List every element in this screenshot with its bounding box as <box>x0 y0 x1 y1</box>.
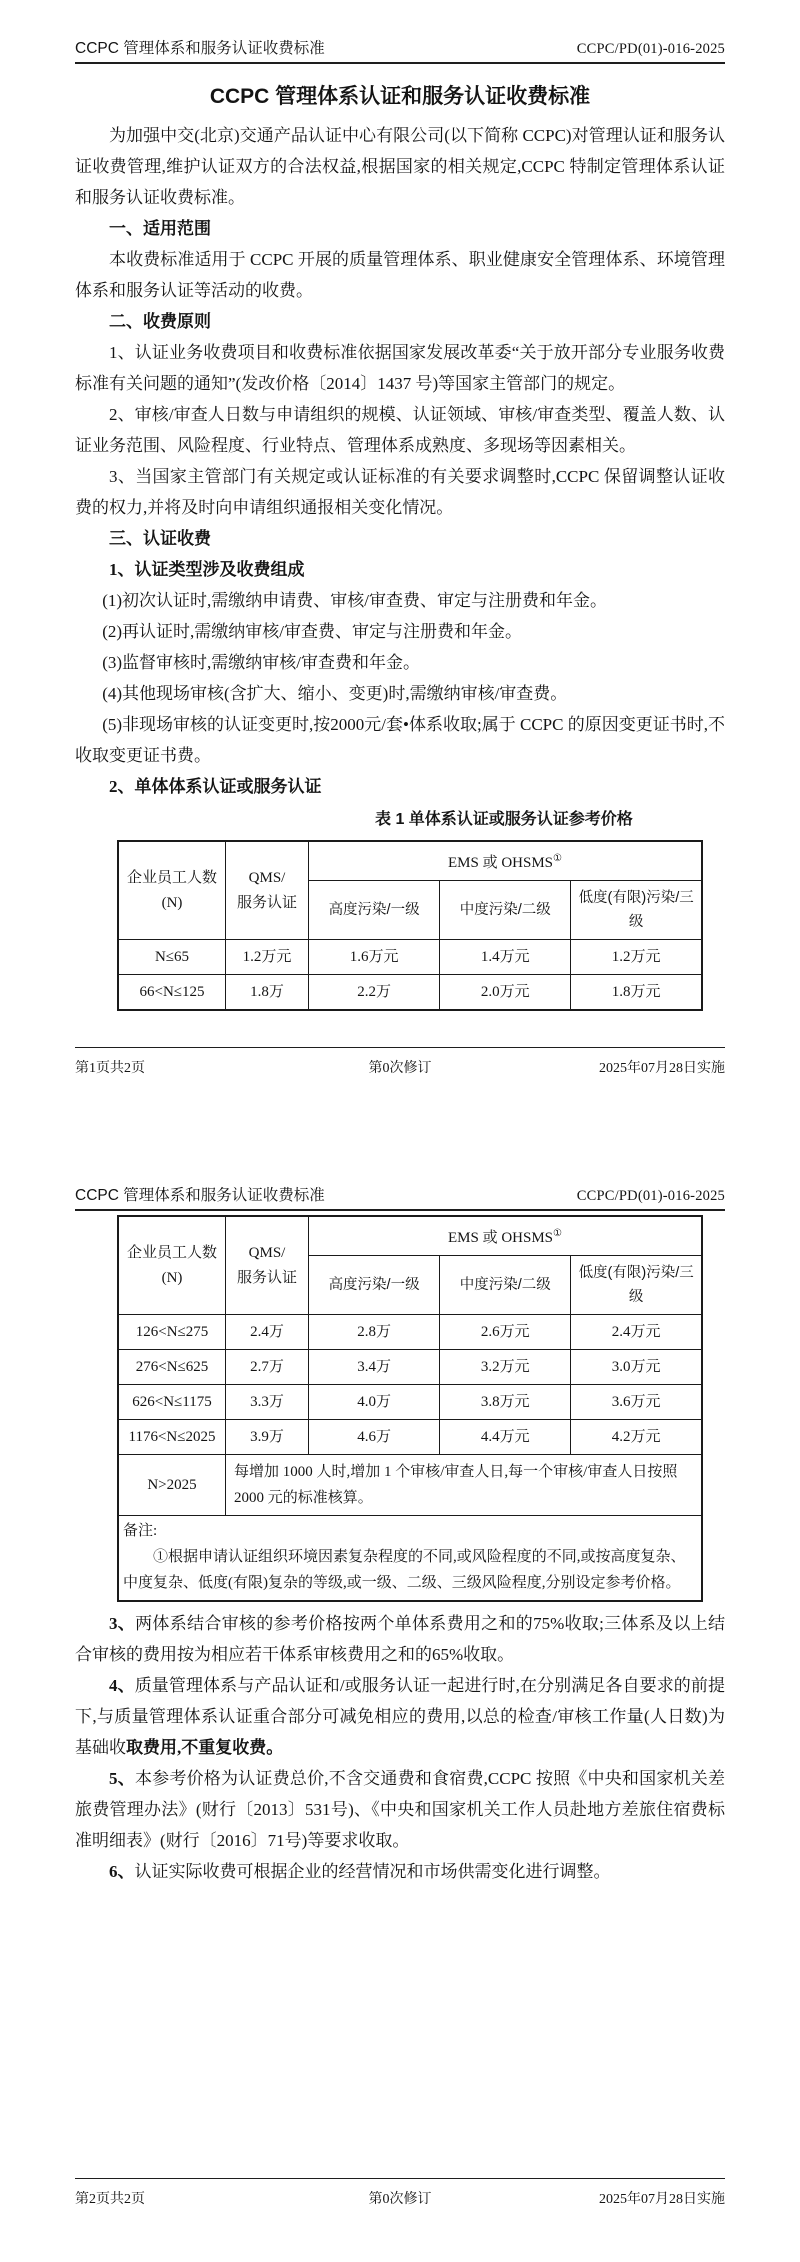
paragraph: 5、本参考价格为认证费总价,不含交通费和食宿费,CCPC 按照《中央和国家机关差旅费管理办法》(财行〔2013〕531号)、《中央和国家机关工作人员赴地方差旅住宿费标准明细表》(财行〔2016〕71号)等要求收取。 <box>75 1769 725 1850</box>
paragraph: 2、审核/审查人日数与申请组织的规模、认证领域、审核/审查类型、覆盖人数、认证业务范围、风险程度、行业特点、管理体系成熟度、多现场等因素相关。 <box>75 405 725 455</box>
footnote-marker: ① <box>553 853 562 864</box>
footer-page-number: 第2页共2页 <box>75 2192 145 2207</box>
col-header-ems-ohsms: EMS 或 OHSMS① <box>309 1216 703 1256</box>
table-row <box>118 1350 702 1385</box>
page-title: CCPC 管理体系认证和服务认证收费标准 <box>209 85 591 108</box>
paragraph: 1、认证业务收费项目和收费标准依据国家发展改革委“关于放开部分专业服务收费标准有关问题的通知”(发改价格〔2014〕1437 号)等国家主管部门的规定。 <box>75 343 725 393</box>
cell: 1.2万元 <box>571 940 702 975</box>
footer-effective-date: 2025年07月28日实施 <box>599 1061 725 1076</box>
paragraph: 6、认证实际收费可根据企业的经营情况和市场供需变化进行调整。 <box>109 1862 611 1881</box>
header-doc-name: CCPC 管理体系和服务认证收费标准 <box>75 40 325 57</box>
col-header-qms: QMS/ 服务认证 <box>226 1216 309 1315</box>
cell: 4.2万元 <box>571 1420 702 1455</box>
cell: 3.3万 <box>226 1385 309 1420</box>
list-item: (5)非现场审核的认证变更时,按2000元/套•体系收取;属于 CCPC 的原因变更证书时,不收取变更证书费。 <box>75 715 725 765</box>
cell: 3.4万 <box>309 1350 440 1385</box>
cell: 3.2万元 <box>440 1350 571 1385</box>
list-item: (1)初次认证时,需缴纳申请费、审核/审查费、审定与注册费和年金。 <box>102 591 607 610</box>
cell: 1.8万元 <box>571 975 702 1011</box>
cell: 2.4万元 <box>571 1315 702 1350</box>
header-doc-name: CCPC 管理体系和服务认证收费标准 <box>75 1187 325 1204</box>
subsection-heading-single-system: 2、单体体系认证或服务认证 <box>109 777 322 796</box>
footer-revision: 第0次修订 <box>368 1061 432 1076</box>
table-row <box>118 1315 702 1350</box>
col-header-low-pollution: 低度(有限)污染/三级 <box>571 1256 702 1315</box>
intro-paragraph: 为加强中交(北京)交通产品认证中心有限公司(以下简称 CCPC)对管理认证和服务认证收费管理,维护认证双方的合法权益,根据国家的相关规定,CCPC 特制定管理体系认证和服务认证收费标准。 <box>75 126 725 207</box>
page-footer <box>75 2178 725 2208</box>
cell-extra-manday-rule: 每增加 1000 人时,增加 1 个审核/审查人日,每一个审核/审查人日按照2000 元的标准核算。 <box>226 1455 703 1516</box>
list-item: (3)监督审核时,需缴纳审核/审查费和年金。 <box>102 653 420 672</box>
cell: 126<N≤275 <box>118 1315 226 1350</box>
cell: 66<N≤125 <box>118 975 226 1011</box>
cell: 3.9万 <box>226 1420 309 1455</box>
header-doc-number: CCPC/PD(01)-016-2025 <box>576 1188 725 1204</box>
section-heading-fees: 三、认证收费 <box>109 529 211 548</box>
page-footer <box>75 1047 725 1077</box>
cell: 1176<N≤2025 <box>118 1420 226 1455</box>
table-row-notes <box>118 1516 702 1602</box>
table-row <box>118 975 702 1011</box>
page-2 <box>0 1131 800 2262</box>
cell: 4.0万 <box>309 1385 440 1420</box>
cell: 1.8万 <box>226 975 309 1011</box>
section-heading-scope: 一、适用范围 <box>109 219 211 238</box>
running-header <box>75 1183 725 1211</box>
cell: 1.2万元 <box>226 940 309 975</box>
col-header-medium-pollution: 中度污染/二级 <box>440 1256 571 1315</box>
list-item: (4)其他现场审核(含扩大、缩小、变更)时,需缴纳审核/审查费。 <box>102 684 568 703</box>
cell: 2.7万 <box>226 1350 309 1385</box>
cell: 4.4万元 <box>440 1420 571 1455</box>
col-header-high-pollution: 高度污染/一级 <box>309 1256 440 1315</box>
col-header-ems-ohsms: EMS 或 OHSMS① <box>309 841 703 881</box>
footer-revision: 第0次修订 <box>368 2192 432 2207</box>
section-heading-principles: 二、收费原则 <box>109 312 211 331</box>
running-header <box>75 36 725 64</box>
table-row <box>118 940 702 975</box>
table-row <box>118 1385 702 1420</box>
cell: 2.0万元 <box>440 975 571 1011</box>
cell: 2.6万元 <box>440 1315 571 1350</box>
fee-table-2 <box>117 1215 703 1602</box>
cell: 2.8万 <box>309 1315 440 1350</box>
col-header-qms: QMS/ 服务认证 <box>226 841 309 940</box>
header-doc-number: CCPC/PD(01)-016-2025 <box>576 41 725 57</box>
footnote-marker: ① <box>553 1228 562 1239</box>
col-header-high-pollution: 高度污染/一级 <box>309 881 440 940</box>
table-row-over-2025 <box>118 1455 702 1516</box>
cell: 1.6万元 <box>309 940 440 975</box>
col-header-employees: 企业员工人数 (N) <box>118 1216 226 1315</box>
col-header-medium-pollution: 中度污染/二级 <box>440 881 571 940</box>
paragraph: 4、质量管理体系与产品认证和/或服务认证一起进行时,在分别满足各自要求的前提下,与质量管理体系认证重合部分可减免相应的费用,以总的检查/审核工作量(人日数)为基础收取费用,不重复收费。 <box>75 1676 726 1757</box>
table-caption: 表 1 单体系认证或服务认证参考价格 <box>375 811 633 828</box>
cell: 2.2万 <box>309 975 440 1011</box>
cell: 626<N≤1175 <box>118 1385 226 1420</box>
table-row <box>118 1420 702 1455</box>
subsection-heading-fee-composition: 1、认证类型涉及收费组成 <box>109 560 305 579</box>
col-header-employees: 企业员工人数 (N) <box>118 841 226 940</box>
cell: 3.6万元 <box>571 1385 702 1420</box>
footer-page-number: 第1页共2页 <box>75 1061 145 1076</box>
cell: 2.4万 <box>226 1315 309 1350</box>
cell: 4.6万 <box>309 1420 440 1455</box>
cell: 1.4万元 <box>440 940 571 975</box>
cell: N≤65 <box>118 940 226 975</box>
col-header-low-pollution: 低度(有限)污染/三级 <box>571 881 702 940</box>
cell: N>2025 <box>118 1455 226 1516</box>
paragraph: 3、两体系结合审核的参考价格按两个单体系费用之和的75%收取;三体系及以上结合审核的费用按为相应若干体系审核费用之和的65%收取。 <box>75 1614 725 1664</box>
fee-table-1 <box>117 840 703 1011</box>
notes-cell <box>118 1516 702 1602</box>
paragraph: 3、当国家主管部门有关规定或认证标准的有关要求调整时,CCPC 保留调整认证收费的权力,并将及时向申请组织通报相关变化情况。 <box>75 467 725 517</box>
notes-text: ①根据申请认证组织环境因素复杂程度的不同,或风险程度的不同,或按高度复杂、中度复杂、低度(有限)复杂的等级,或一级、二级、三级风险程度,分别设定参考价格。 <box>123 1549 686 1591</box>
notes-label: 备注: <box>123 1523 158 1539</box>
cell: 276<N≤625 <box>118 1350 226 1385</box>
paragraph: 本收费标准适用于 CCPC 开展的质量管理体系、职业健康安全管理体系、环境管理体系和服务认证等活动的收费。 <box>75 250 725 300</box>
footer-effective-date: 2025年07月28日实施 <box>599 2192 725 2207</box>
cell: 3.0万元 <box>571 1350 702 1385</box>
list-item: (2)再认证时,需缴纳审核/审查费、审定与注册费和年金。 <box>102 622 522 641</box>
cell: 3.8万元 <box>440 1385 571 1420</box>
